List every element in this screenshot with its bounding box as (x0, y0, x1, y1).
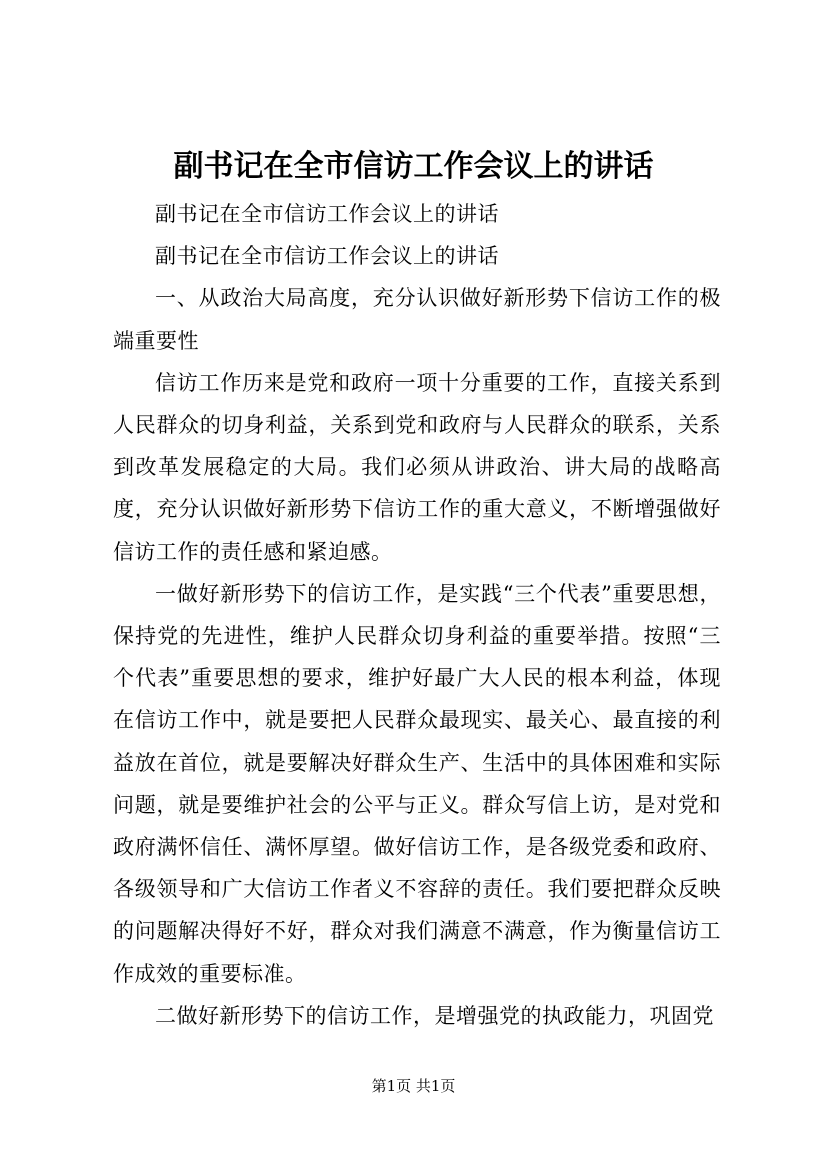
paragraph: 二做好新形势下的信访工作，是增强党的执政能力，巩固党 (155, 1003, 714, 1028)
section-heading: 一、从政治大局高度，充分认识做好新形势下信访工作的极端重要性 (113, 286, 721, 353)
document-title: 副书记在全市信访工作会议上的讲话 (173, 149, 654, 184)
document-body (113, 193, 721, 1037)
paragraph: 信访工作历来是党和政府一项十分重要的工作，直接关系到人民群众的切身利益，关系到党和政府与人民群众的联系，关系到改革发展稳定的大局。我们必须从讲政治、讲大局的战略高度，充分认识做好新形势下信访工作的重大意义，不断增强做好信访工作的责任感和紧迫感。 (113, 370, 721, 564)
page-footer: 第1页 共1页 (371, 1077, 456, 1095)
paragraph: 副书记在全市信访工作会议上的讲话 (155, 202, 499, 226)
paragraph: 一做好新形势下的信访工作，是实践“三个代表”重要思想，保持党的先进性，维护人民群众切身利益的重要举措。按照“三个代表”重要思想的要求，维护好最广大人民的根本利益，体现在信访工作中，就是要把人民群众最现实、最关心、最直接的利益放在首位，就是要解决好群众生产、生活中的具体困难和实际问题，就是要维护社会的公平与正义。群众写信上访，是对党和政府满怀信任、满怀厚望。做好信访工作，是各级党委和政府、各级领导和广大信访工作者义不容辞的责任。我们要把群众反映的问题解决得好不好，群众对我们满意不满意，作为衡量信访工作成效的重要标准。 (113, 581, 721, 986)
paragraph: 副书记在全市信访工作会议上的讲话 (155, 244, 499, 269)
